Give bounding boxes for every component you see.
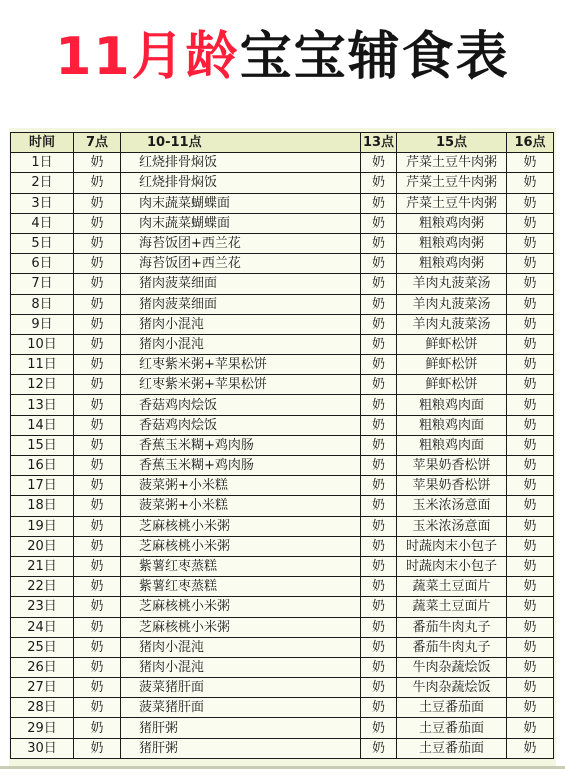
table-row <box>11 153 554 173</box>
cell-13: 奶 <box>361 456 397 476</box>
cell-16: 奶 <box>507 334 554 354</box>
cell-day: 1日 <box>11 153 74 173</box>
cell-7: 奶 <box>74 496 121 516</box>
cell-16: 奶 <box>507 718 554 738</box>
cell-day: 10日 <box>11 334 74 354</box>
cell-day: 14日 <box>11 415 74 435</box>
cell-13: 奶 <box>361 516 397 536</box>
cell-day: 23日 <box>11 597 74 617</box>
cell-13: 奶 <box>361 657 397 677</box>
cell-15: 土豆番茄面 <box>397 718 507 738</box>
cell-13: 奶 <box>361 173 397 193</box>
table-row <box>11 213 554 233</box>
cell-10-11: 猪肉小混沌 <box>121 334 361 354</box>
cell-15: 芹菜土豆牛肉粥 <box>397 153 507 173</box>
table-row <box>11 637 554 657</box>
cell-day: 17日 <box>11 476 74 496</box>
cell-day: 12日 <box>11 375 74 395</box>
cell-day: 9日 <box>11 314 74 334</box>
cell-7: 奶 <box>74 637 121 657</box>
cell-15: 粗粮鸡肉面 <box>397 435 507 455</box>
cell-15: 牛肉杂蔬烩饭 <box>397 678 507 698</box>
cell-13: 奶 <box>361 355 397 375</box>
cell-15: 苹果奶香松饼 <box>397 456 507 476</box>
cell-7: 奶 <box>74 334 121 354</box>
cell-day: 13日 <box>11 395 74 415</box>
cell-15: 土豆番茄面 <box>397 698 507 718</box>
cell-16: 奶 <box>507 435 554 455</box>
cell-16: 奶 <box>507 657 554 677</box>
table-row <box>11 476 554 496</box>
cell-10-11: 香菇鸡肉烩饭 <box>121 395 361 415</box>
cell-13: 奶 <box>361 496 397 516</box>
cell-day: 21日 <box>11 556 74 576</box>
cell-13: 奶 <box>361 334 397 354</box>
cell-16: 奶 <box>507 556 554 576</box>
table-row <box>11 274 554 294</box>
cell-13: 奶 <box>361 153 397 173</box>
cell-15: 时蔬肉末小包子 <box>397 536 507 556</box>
cell-16: 奶 <box>507 213 554 233</box>
cell-day: 24日 <box>11 617 74 637</box>
cell-7: 奶 <box>74 314 121 334</box>
cell-15: 粗粮鸡肉粥 <box>397 213 507 233</box>
cell-10-11: 香蕉玉米糊+鸡肉肠 <box>121 435 361 455</box>
table-row <box>11 173 554 193</box>
cell-13: 奶 <box>361 415 397 435</box>
cell-16: 奶 <box>507 254 554 274</box>
cell-10-11: 猪肉小混沌 <box>121 637 361 657</box>
table-row <box>11 678 554 698</box>
cell-7: 奶 <box>74 435 121 455</box>
cell-16: 奶 <box>507 617 554 637</box>
table-header-row <box>11 133 554 153</box>
cell-16: 奶 <box>507 355 554 375</box>
cell-7: 奶 <box>74 738 121 758</box>
cell-13: 奶 <box>361 294 397 314</box>
cell-13: 奶 <box>361 597 397 617</box>
cell-10-11: 肉末蔬菜蝴蝶面 <box>121 213 361 233</box>
cell-day: 29日 <box>11 718 74 738</box>
cell-7: 奶 <box>74 153 121 173</box>
table-row <box>11 698 554 718</box>
cell-13: 奶 <box>361 435 397 455</box>
cell-day: 28日 <box>11 698 74 718</box>
table-row <box>11 415 554 435</box>
cell-15: 芹菜土豆牛肉粥 <box>397 193 507 213</box>
cell-13: 奶 <box>361 718 397 738</box>
cell-15: 玉米浓汤意面 <box>397 516 507 536</box>
table-row <box>11 314 554 334</box>
cell-day: 16日 <box>11 456 74 476</box>
cell-day: 5日 <box>11 233 74 253</box>
cell-15: 蔬菜土豆面片 <box>397 577 507 597</box>
cell-7: 奶 <box>74 516 121 536</box>
cell-10-11: 芝麻核桃小米粥 <box>121 597 361 617</box>
cell-10-11: 猪肉小混沌 <box>121 657 361 677</box>
cell-10-11: 香菇鸡肉烩饭 <box>121 415 361 435</box>
cell-day: 2日 <box>11 173 74 193</box>
cell-15: 番茄牛肉丸子 <box>397 617 507 637</box>
cell-16: 奶 <box>507 274 554 294</box>
header-15: 15点 <box>397 133 507 153</box>
cell-7: 奶 <box>74 657 121 677</box>
cell-day: 18日 <box>11 496 74 516</box>
cell-15: 羊肉丸菠菜汤 <box>397 274 507 294</box>
table-row <box>11 355 554 375</box>
table-row <box>11 233 554 253</box>
cell-day: 11日 <box>11 355 74 375</box>
cell-day: 4日 <box>11 213 74 233</box>
header-7: 7点 <box>74 133 121 153</box>
cell-day: 27日 <box>11 678 74 698</box>
cell-16: 奶 <box>507 415 554 435</box>
cell-13: 奶 <box>361 617 397 637</box>
table-row <box>11 435 554 455</box>
cell-day: 7日 <box>11 274 74 294</box>
cell-13: 奶 <box>361 678 397 698</box>
cell-7: 奶 <box>74 617 121 637</box>
cell-16: 奶 <box>507 395 554 415</box>
cell-16: 奶 <box>507 637 554 657</box>
cell-16: 奶 <box>507 294 554 314</box>
header-16: 16点 <box>507 133 554 153</box>
cell-day: 19日 <box>11 516 74 536</box>
cell-7: 奶 <box>74 718 121 738</box>
title-age: 11月龄 <box>55 27 240 87</box>
cell-16: 奶 <box>507 476 554 496</box>
cell-13: 奶 <box>361 213 397 233</box>
cell-7: 奶 <box>74 556 121 576</box>
cell-15: 苹果奶香松饼 <box>397 476 507 496</box>
cell-15: 粗粮鸡肉粥 <box>397 233 507 253</box>
cell-15: 蔬菜土豆面片 <box>397 597 507 617</box>
cell-10-11: 芝麻核桃小米粥 <box>121 516 361 536</box>
header-10-11: 10-11点 <box>121 133 361 153</box>
cell-7: 奶 <box>74 678 121 698</box>
cell-7: 奶 <box>74 213 121 233</box>
cell-16: 奶 <box>507 153 554 173</box>
cell-10-11: 海苔饭团+西兰花 <box>121 254 361 274</box>
cell-15: 鲜虾松饼 <box>397 375 507 395</box>
cell-16: 奶 <box>507 516 554 536</box>
header-13: 13点 <box>361 133 397 153</box>
cell-10-11: 红枣紫米粥+苹果松饼 <box>121 375 361 395</box>
table-body <box>11 153 554 759</box>
cell-15: 牛肉杂蔬烩饭 <box>397 657 507 677</box>
cell-10-11: 猪肉菠菜细面 <box>121 294 361 314</box>
cell-13: 奶 <box>361 233 397 253</box>
cell-day: 22日 <box>11 577 74 597</box>
table-row <box>11 395 554 415</box>
cell-16: 奶 <box>507 173 554 193</box>
table-row <box>11 577 554 597</box>
cell-13: 奶 <box>361 375 397 395</box>
title-main: 宝宝辅食表 <box>239 27 510 87</box>
cell-7: 奶 <box>74 415 121 435</box>
cell-day: 15日 <box>11 435 74 455</box>
cell-16: 奶 <box>507 233 554 253</box>
cell-13: 奶 <box>361 556 397 576</box>
table-row <box>11 738 554 758</box>
table-row <box>11 456 554 476</box>
cell-15: 玉米浓汤意面 <box>397 496 507 516</box>
table-row <box>11 657 554 677</box>
cell-7: 奶 <box>74 536 121 556</box>
cell-13: 奶 <box>361 395 397 415</box>
cell-15: 时蔬肉末小包子 <box>397 556 507 576</box>
cell-16: 奶 <box>507 577 554 597</box>
table-row <box>11 254 554 274</box>
cell-7: 奶 <box>74 395 121 415</box>
cell-16: 奶 <box>507 496 554 516</box>
cell-16: 奶 <box>507 738 554 758</box>
table-row <box>11 536 554 556</box>
cell-7: 奶 <box>74 193 121 213</box>
cell-10-11: 香蕉玉米糊+鸡肉肠 <box>121 456 361 476</box>
cell-13: 奶 <box>361 738 397 758</box>
cell-10-11: 紫薯红枣蒸糕 <box>121 577 361 597</box>
header-time: 时间 <box>11 133 74 153</box>
cell-7: 奶 <box>74 274 121 294</box>
cell-13: 奶 <box>361 274 397 294</box>
cell-7: 奶 <box>74 597 121 617</box>
cell-15: 粗粮鸡肉面 <box>397 415 507 435</box>
cell-day: 6日 <box>11 254 74 274</box>
cell-10-11: 海苔饭团+西兰花 <box>121 233 361 253</box>
cell-10-11: 猪肉小混沌 <box>121 314 361 334</box>
cell-15: 羊肉丸菠菜汤 <box>397 294 507 314</box>
cell-day: 25日 <box>11 637 74 657</box>
cell-13: 奶 <box>361 314 397 334</box>
cell-16: 奶 <box>507 678 554 698</box>
cell-10-11: 菠菜猪肝面 <box>121 698 361 718</box>
table-row <box>11 375 554 395</box>
cell-7: 奶 <box>74 173 121 193</box>
cell-7: 奶 <box>74 476 121 496</box>
cell-15: 芹菜土豆牛肉粥 <box>397 173 507 193</box>
cell-7: 奶 <box>74 577 121 597</box>
cell-10-11: 红烧排骨焖饭 <box>121 173 361 193</box>
cell-7: 奶 <box>74 294 121 314</box>
table-row <box>11 496 554 516</box>
cell-day: 8日 <box>11 294 74 314</box>
cell-10-11: 芝麻核桃小米粥 <box>121 617 361 637</box>
table-row <box>11 556 554 576</box>
cell-day: 30日 <box>11 738 74 758</box>
cell-16: 奶 <box>507 314 554 334</box>
table-row <box>11 718 554 738</box>
cell-13: 奶 <box>361 254 397 274</box>
cell-15: 番茄牛肉丸子 <box>397 637 507 657</box>
table-row <box>11 597 554 617</box>
cell-15: 粗粮鸡肉粥 <box>397 254 507 274</box>
table-row <box>11 334 554 354</box>
cell-16: 奶 <box>507 698 554 718</box>
cell-15: 羊肉丸菠菜汤 <box>397 314 507 334</box>
cell-day: 26日 <box>11 657 74 677</box>
cell-7: 奶 <box>74 456 121 476</box>
cell-13: 奶 <box>361 577 397 597</box>
cell-16: 奶 <box>507 536 554 556</box>
cell-13: 奶 <box>361 698 397 718</box>
cell-16: 奶 <box>507 456 554 476</box>
cell-7: 奶 <box>74 375 121 395</box>
meal-schedule-table <box>10 132 554 759</box>
cell-10-11: 红枣紫米粥+苹果松饼 <box>121 355 361 375</box>
cell-13: 奶 <box>361 637 397 657</box>
page-title <box>0 22 565 92</box>
table-row <box>11 516 554 536</box>
table-row <box>11 617 554 637</box>
cell-7: 奶 <box>74 233 121 253</box>
cell-10-11: 红烧排骨焖饭 <box>121 153 361 173</box>
cell-7: 奶 <box>74 254 121 274</box>
cell-15: 鲜虾松饼 <box>397 355 507 375</box>
cell-10-11: 菠菜粥+小米糕 <box>121 496 361 516</box>
cell-10-11: 紫薯红枣蒸糕 <box>121 556 361 576</box>
cell-10-11: 猪肉菠菜细面 <box>121 274 361 294</box>
cell-7: 奶 <box>74 355 121 375</box>
cell-10-11: 菠菜猪肝面 <box>121 678 361 698</box>
cell-15: 粗粮鸡肉面 <box>397 395 507 415</box>
cell-day: 20日 <box>11 536 74 556</box>
cell-13: 奶 <box>361 193 397 213</box>
cell-16: 奶 <box>507 597 554 617</box>
cell-10-11: 猪肝粥 <box>121 738 361 758</box>
cell-10-11: 猪肝粥 <box>121 718 361 738</box>
cell-13: 奶 <box>361 476 397 496</box>
cell-7: 奶 <box>74 698 121 718</box>
table-row <box>11 193 554 213</box>
cell-15: 鲜虾松饼 <box>397 334 507 354</box>
cell-10-11: 肉末蔬菜蝴蝶面 <box>121 193 361 213</box>
cell-day: 3日 <box>11 193 74 213</box>
cell-10-11: 芝麻核桃小米粥 <box>121 536 361 556</box>
cell-10-11: 菠菜粥+小米糕 <box>121 476 361 496</box>
cell-15: 土豆番茄面 <box>397 738 507 758</box>
table-row <box>11 294 554 314</box>
cell-16: 奶 <box>507 375 554 395</box>
cell-16: 奶 <box>507 193 554 213</box>
cell-13: 奶 <box>361 536 397 556</box>
